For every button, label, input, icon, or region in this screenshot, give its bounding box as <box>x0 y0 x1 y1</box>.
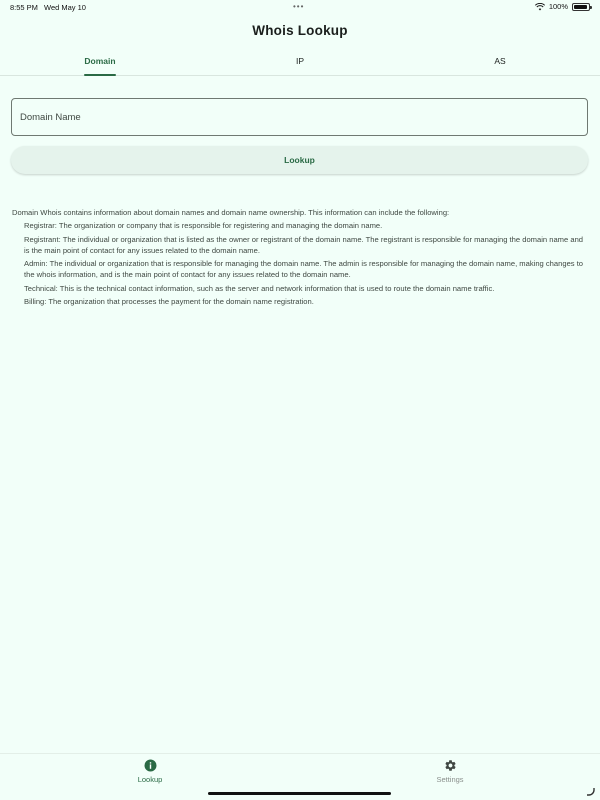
status-time: 8:55 PM <box>10 3 38 12</box>
description-item-billing: Billing: The organization that processes the payment for the domain name registration. <box>24 297 314 307</box>
tab-as[interactable]: AS <box>494 56 506 66</box>
resize-corner-icon <box>586 787 595 796</box>
nav-label-lookup: Lookup <box>137 775 163 784</box>
status-bar <box>0 0 600 14</box>
tab-ip[interactable]: IP <box>295 56 305 66</box>
nav-item-lookup[interactable] <box>100 759 200 784</box>
domain-name-input[interactable] <box>12 99 587 135</box>
gear-icon <box>444 759 457 772</box>
domain-name-field <box>11 98 588 136</box>
domain-whois-description <box>12 208 590 311</box>
description-intro: Domain Whois contains information about domain names and domain name ownership. This information can include the following: <box>12 208 450 217</box>
description-item-admin: Admin: The individual or organization that is responsible for managing the domain name. The admin is responsible for managing the domain name, making changes to the whois information, and is the main point of contact for any issues related to the domain name. <box>24 259 584 279</box>
status-indicators <box>535 2 590 11</box>
selected-tab-indicator <box>84 74 116 76</box>
status-date: Wed May 10 <box>44 3 86 12</box>
nav-label-settings: Settings <box>436 775 464 784</box>
tab-domain[interactable]: Domain <box>84 56 116 66</box>
page-title: Whois Lookup <box>252 23 348 38</box>
description-item-technical: Technical: This is the technical contact information, such as the server and network information that is used to route the domain name traffic. <box>24 283 495 293</box>
wifi-icon <box>535 3 545 11</box>
battery-percentage: 100% <box>548 2 568 11</box>
battery-icon <box>572 3 590 11</box>
multitask-dots-icon[interactable]: ••• <box>293 2 305 11</box>
description-item-registrar: Registrar: The organization or company that is responsible for registering and managing the domain name. <box>24 221 383 231</box>
tab-bar <box>0 52 600 76</box>
description-item-registrant: Registrant: The individual or organization that is listed as the owner or registrant of the domain name. The registrant is responsible for managing the domain name and is the main point of contact for any issues related to the domain name. <box>24 235 584 255</box>
info-icon <box>144 759 157 772</box>
description-list <box>12 221 590 307</box>
home-indicator[interactable] <box>208 792 391 795</box>
nav-item-settings[interactable] <box>400 759 500 784</box>
lookup-button[interactable]: Lookup <box>11 146 588 174</box>
